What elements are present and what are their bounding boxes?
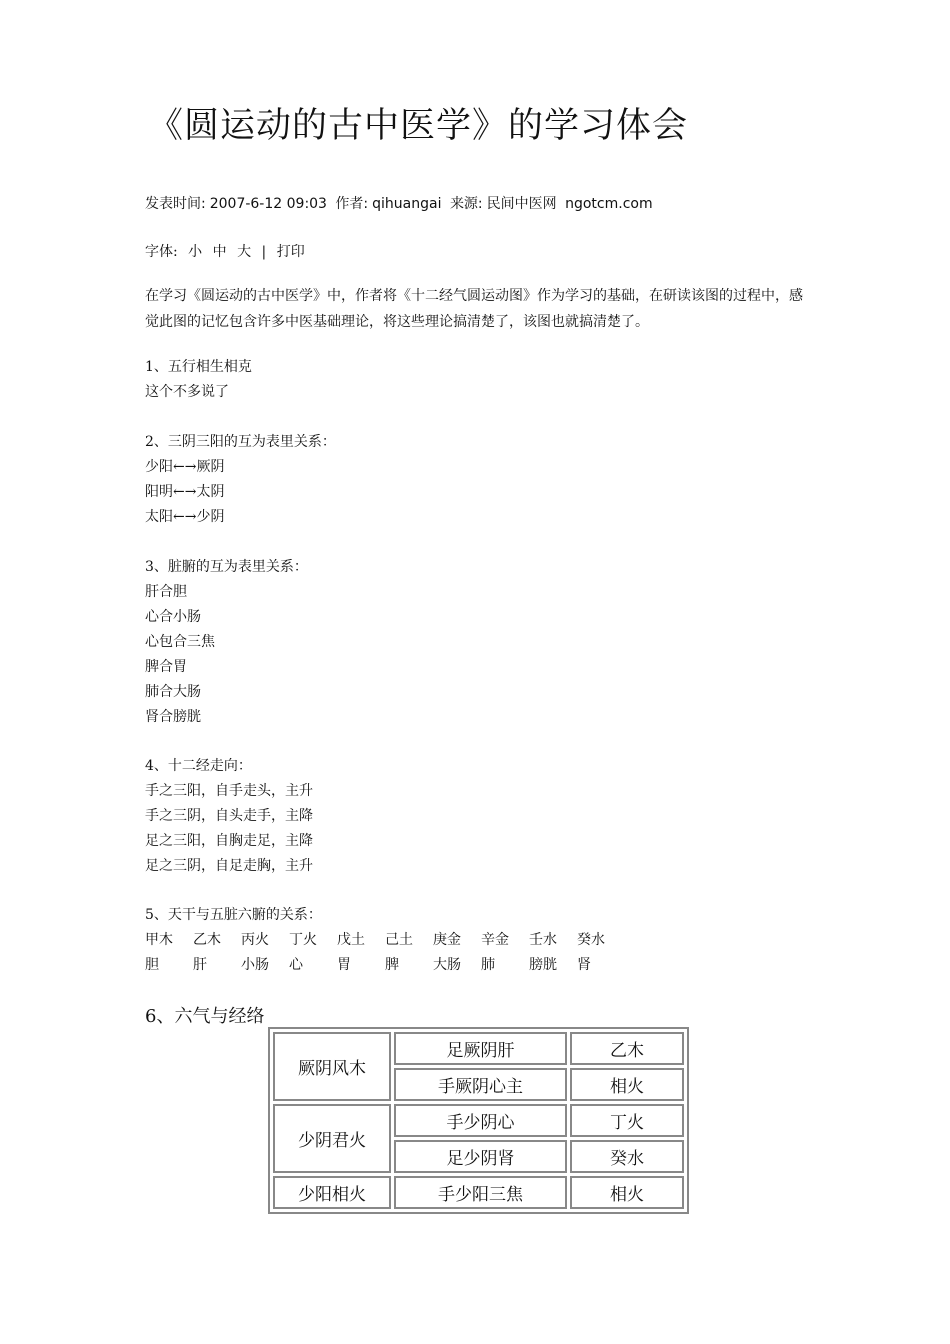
section-line: 足之三阴，自足走胸，主升: [145, 858, 313, 874]
meridian-cell: 手少阳三焦: [394, 1176, 567, 1209]
section-line: 心合小肠: [145, 609, 201, 625]
qi-cell: 厥阴风木: [273, 1032, 391, 1101]
table-row: [273, 1104, 684, 1137]
section-1: [145, 355, 252, 405]
element-cell: 乙木: [570, 1032, 684, 1065]
organ: 胃: [337, 957, 351, 973]
element-cell: 相火: [570, 1176, 684, 1209]
organ: 小肠: [241, 957, 269, 973]
separator: |: [261, 244, 267, 260]
time-label: 发表时间:: [145, 196, 206, 212]
publish-time: 2007-6-12 09:03: [209, 196, 327, 212]
organ: 肝: [193, 957, 207, 973]
meridian-cell: 手少阴心: [394, 1104, 567, 1137]
section-heading: 4、十二经走向：: [145, 758, 252, 774]
six-qi-table: [268, 1027, 689, 1214]
font-medium-link[interactable]: 中: [212, 244, 227, 260]
section-2: [145, 430, 336, 530]
section-heading: 5、天干与五脏六腑的关系：: [145, 907, 322, 923]
organs-row: [145, 953, 625, 978]
qi-cell: 少阴君火: [273, 1104, 391, 1173]
article-title: 《圆运动的古中医学》的学习体会: [148, 106, 689, 146]
meridian-cell: 足少阴肾: [394, 1140, 567, 1173]
section-line: 脾合胃: [145, 659, 187, 675]
table-row: [273, 1176, 684, 1209]
element-cell: 癸水: [570, 1140, 684, 1173]
section-6-heading: 6、六气与经络: [145, 1006, 265, 1027]
section-5: [145, 903, 625, 978]
section-line: 足之三阳，自胸走足，主降: [145, 833, 313, 849]
stem: 壬水: [529, 932, 557, 948]
organ: 胆: [145, 957, 159, 973]
qi-cell: 少阳相火: [273, 1176, 391, 1209]
source-name: 民间中医网: [486, 196, 557, 212]
section-line: 肺合大肠: [145, 684, 201, 700]
intro-paragraph: 在学习《圆运动的古中医学》中，作者将《十二经气圆运动图》作为学习的基础，在研读该图的过程中，感觉此图的记忆包含许多中医基础理论，将这些理论搞清楚了，该图也就搞清楚了。: [145, 288, 803, 330]
organ: 脾: [385, 957, 399, 973]
stem: 庚金: [433, 932, 461, 948]
section-line: 心包合三焦: [145, 634, 215, 650]
stems-row: [145, 928, 625, 953]
element-cell: 丁火: [570, 1104, 684, 1137]
element-cell: 相火: [570, 1068, 684, 1101]
section-line: 肝合胆: [145, 584, 187, 600]
print-link[interactable]: 打印: [276, 244, 305, 260]
meridian-cell: 手厥阴心主: [394, 1068, 567, 1101]
organ: 肾: [577, 957, 591, 973]
table-row: [273, 1032, 684, 1065]
section-line: 手之三阴，自头走手，主降: [145, 808, 313, 824]
source-label: 来源:: [449, 196, 483, 212]
section-heading: 2、三阴三阳的互为表里关系：: [145, 434, 336, 450]
font-small-link[interactable]: 小: [188, 244, 203, 260]
article-meta: [145, 193, 657, 213]
section-heading: 1、五行相生相克: [145, 359, 252, 375]
font-size-bar: [145, 241, 311, 261]
stem: 丙火: [241, 932, 269, 948]
stem: 己土: [385, 932, 413, 948]
organ: 肺: [481, 957, 495, 973]
section-line: 少阳←→厥阴: [145, 459, 225, 475]
section-line: 手之三阳，自手走头，主升: [145, 783, 313, 799]
source-site: ngotcm.com: [565, 196, 653, 212]
organ: 膀胱: [529, 957, 557, 973]
author-label: 作者:: [335, 196, 369, 212]
section-line: 阳明←→太阴: [145, 484, 225, 500]
font-large-link[interactable]: 大: [237, 244, 252, 260]
organ: 心: [289, 957, 303, 973]
section-line: 太阳←→少阴: [145, 509, 225, 525]
organ: 大肠: [433, 957, 461, 973]
section-line: 肾合膀胱: [145, 709, 201, 725]
author-name: qihuangai: [372, 196, 442, 212]
stem: 丁火: [289, 932, 317, 948]
stem: 乙木: [193, 932, 221, 948]
section-line: 这个不多说了: [145, 384, 229, 400]
font-label: 字体:: [145, 244, 178, 260]
section-4: [145, 754, 313, 879]
stem: 甲木: [145, 932, 173, 948]
stem: 戊土: [337, 932, 365, 948]
stem: 癸水: [577, 932, 605, 948]
section-3: [145, 555, 308, 730]
section-heading: 3、脏腑的互为表里关系：: [145, 559, 308, 575]
stem: 辛金: [481, 932, 509, 948]
meridian-cell: 足厥阴肝: [394, 1032, 567, 1065]
